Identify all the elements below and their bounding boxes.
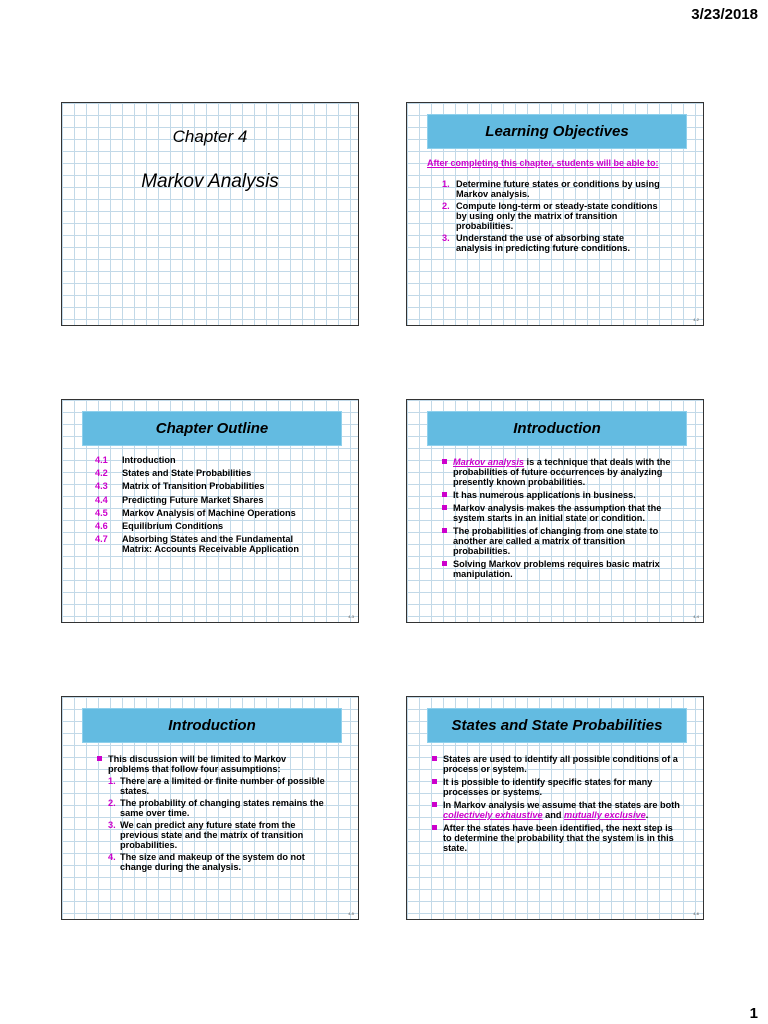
slide-number: 4-4	[693, 614, 699, 619]
slide-5-introduction-assumptions	[61, 696, 359, 920]
chapter-number: Chapter 4	[172, 127, 248, 146]
item-number: 1.	[442, 179, 450, 189]
item-number: 4.7	[95, 534, 108, 545]
item-text: The probabilities of changing from one state to another are called a matrix of transition probabilities.	[453, 526, 659, 556]
slide-3-chapter-outline	[61, 399, 359, 623]
page-date: 3/23/2018	[691, 6, 758, 23]
list-item	[95, 508, 322, 518]
item-text: It has numerous applications in business.	[453, 490, 636, 500]
list-item	[442, 503, 677, 523]
highlight-term: mutually exclusive	[564, 810, 646, 820]
list-item	[95, 455, 322, 465]
item-text: There are a limited or finite number of possible states.	[120, 776, 325, 796]
item-number: 2.	[108, 798, 116, 808]
item-text: Determine future states or conditions by using Markov analysis.	[456, 179, 660, 199]
slide-number: 4-2	[693, 317, 699, 322]
objectives-list	[442, 179, 662, 255]
text-run: and	[542, 810, 565, 820]
item-text: We can predict any future state from the previous state and the matrix of transition probabilities.	[120, 820, 304, 850]
item-text: Introduction	[122, 455, 176, 465]
item-number: 4.4	[95, 494, 108, 505]
slide-heading: Introduction	[427, 411, 687, 446]
slide-heading: Learning Objectives	[427, 114, 687, 149]
list-item	[442, 559, 677, 579]
list-item	[442, 490, 677, 500]
item-number: 4.3	[95, 481, 108, 492]
item-text: Matrix of Transition Probabilities	[122, 481, 265, 492]
item-number: 3.	[108, 820, 116, 830]
item-text: Markov Analysis of Machine Operations	[122, 507, 296, 518]
list-item	[95, 481, 322, 491]
list-item	[432, 823, 682, 853]
item-number: 4.	[108, 852, 116, 862]
item-text: States and State Probabilities	[122, 468, 252, 479]
bullet-square-icon	[442, 492, 447, 497]
list-item	[432, 800, 682, 820]
item-text: Predicting Future Market Shares	[122, 494, 264, 505]
item-number: 1.	[108, 776, 116, 786]
bullet-square-icon	[97, 756, 102, 761]
list-item	[95, 521, 322, 531]
bullet-square-icon	[442, 505, 447, 510]
slide-1-title	[61, 102, 359, 326]
item-text: Markov analysis makes the assumption that the system starts in an initial state or condition.	[453, 503, 662, 523]
chapter-title: Markov Analysis	[141, 171, 279, 192]
item-body	[108, 754, 329, 874]
list-item	[108, 820, 329, 850]
bullet-list	[97, 754, 329, 877]
item-text	[443, 800, 682, 820]
list-item	[108, 776, 329, 796]
assumptions-list	[108, 776, 329, 872]
bullet-square-icon	[432, 779, 437, 784]
text-run: .	[645, 810, 649, 820]
list-item	[442, 179, 662, 199]
item-text: The probability of changing states remains the same over time.	[120, 798, 324, 818]
list-item	[108, 852, 329, 872]
item-number: 4.2	[95, 468, 108, 479]
list-item	[442, 457, 677, 487]
slide-6-states-and-probabilities	[406, 696, 704, 920]
item-text: Understand the use of absorbing state analysis in predicting future conditions.	[456, 233, 631, 253]
slide-heading: Introduction	[82, 708, 342, 743]
slide-heading: Chapter Outline	[82, 411, 342, 446]
slide-number: 4-5	[348, 911, 354, 916]
list-item	[95, 468, 322, 478]
text-run: is a technique that deals with the probabilities of future occurrences by analyzing presently known probabilities.	[453, 457, 671, 487]
item-number: 4.6	[95, 520, 108, 531]
bullet-square-icon	[432, 825, 437, 830]
item-text: Absorbing States and the Fundamental Matrix: Accounts Receivable Application	[122, 534, 299, 555]
slide-4-introduction	[406, 399, 704, 623]
list-item	[442, 526, 677, 556]
list-item	[432, 777, 682, 797]
item-text: States are used to identify all possible conditions of a process or system.	[443, 754, 678, 774]
item-text: The size and makeup of the system do not change during the analysis.	[120, 852, 305, 872]
list-item	[95, 495, 322, 505]
list-item	[95, 534, 322, 554]
bullet-square-icon	[432, 756, 437, 761]
item-text: This discussion will be limited to Markov problems that follow four assumptions:	[108, 754, 287, 774]
item-number: 4.1	[95, 455, 108, 465]
slide-number: 4-3	[348, 614, 354, 619]
highlight-term: Markov analysis	[453, 457, 524, 467]
item-text: After the states have been identified, the next step is to determine the probability that the system is in this state.	[443, 823, 674, 853]
item-number: 3.	[442, 233, 450, 243]
list-item	[442, 233, 662, 253]
text-run: In Markov analysis we assume that the states are both	[443, 800, 680, 810]
bullet-list	[432, 754, 682, 856]
slide-number: 4-6	[693, 911, 699, 916]
slide-heading: States and State Probabilities	[427, 708, 687, 743]
item-number: 2.	[442, 201, 450, 211]
item-text	[453, 457, 677, 487]
item-number: 4.5	[95, 507, 108, 518]
list-item	[442, 201, 662, 231]
page-number: 1	[749, 1005, 758, 1022]
bullet-square-icon	[442, 561, 447, 566]
bullet-square-icon	[442, 528, 447, 533]
list-item	[108, 798, 329, 818]
outline-list	[95, 455, 322, 557]
slide-2-learning-objectives	[406, 102, 704, 326]
bullet-square-icon	[442, 459, 447, 464]
item-text: It is possible to identify specific states for many processes or systems.	[443, 777, 653, 797]
highlight-term: collectively exhaustive	[443, 810, 543, 820]
item-text: Equilibrium Conditions	[122, 520, 224, 531]
item-text: Solving Markov problems requires basic matrix manipulation.	[453, 559, 660, 579]
list-item	[432, 754, 682, 774]
bullet-square-icon	[432, 802, 437, 807]
list-item	[97, 754, 329, 874]
item-text: Compute long-term or steady-state conditions by using only the matrix of transition probabilities.	[456, 201, 658, 231]
bullet-list	[442, 457, 677, 582]
objectives-intro: After completing this chapter, students will be able to:	[427, 158, 659, 168]
